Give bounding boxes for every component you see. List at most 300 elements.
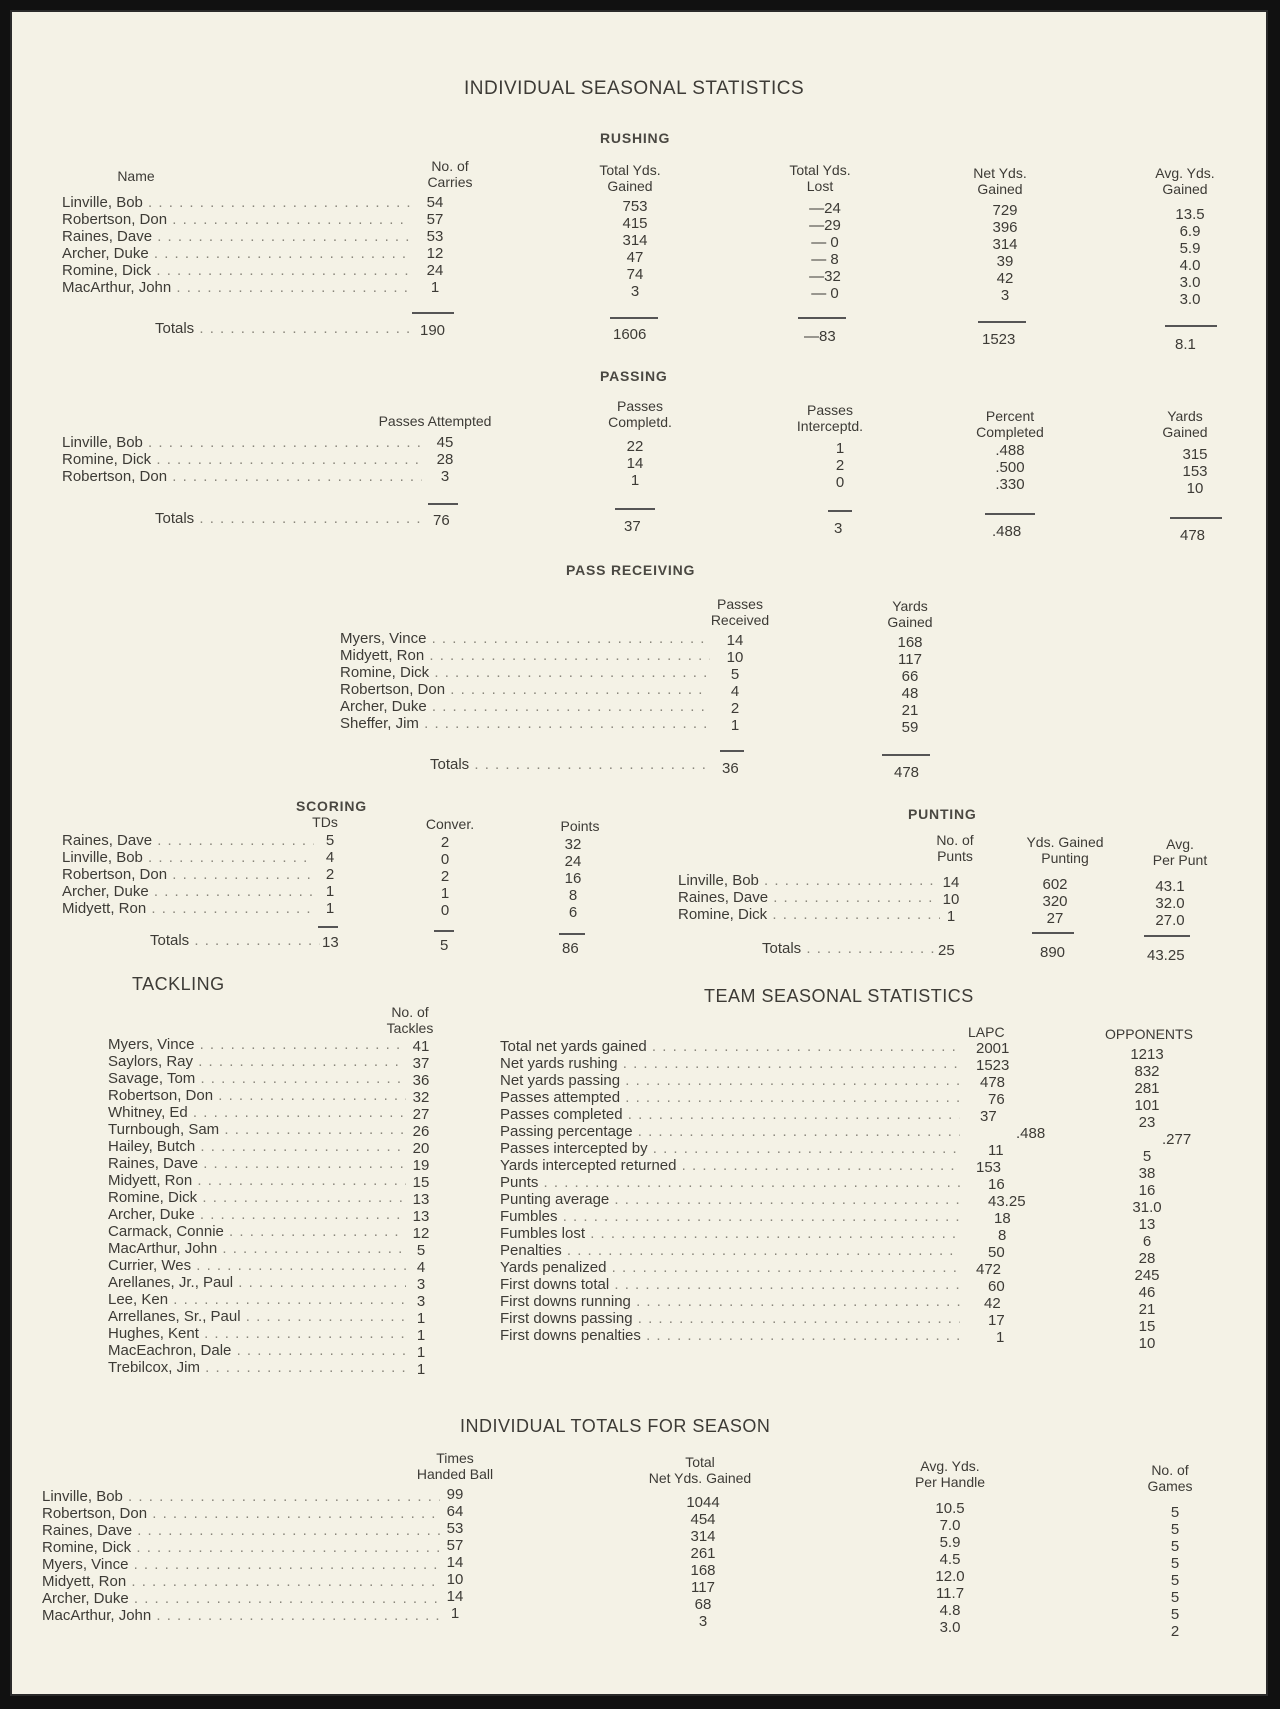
- player-name: Robertson, Don . . .: [340, 681, 710, 698]
- cell: 2: [1170, 1623, 1180, 1640]
- scoring-heading: SCORING: [296, 798, 367, 814]
- cell: 66: [901, 668, 919, 685]
- player-name: Linville, Bob . . .: [62, 194, 410, 211]
- player-name: Midyett, Ron . . .: [42, 1573, 440, 1590]
- cell: 5: [1170, 1606, 1180, 1623]
- stat-label: Passing percentage . . .: [500, 1123, 960, 1140]
- cell: 17: [988, 1312, 1005, 1329]
- rushing-header-name: Name: [117, 168, 155, 184]
- cell: 3.0: [1179, 274, 1201, 291]
- team-header-lapc: LAPC: [968, 1024, 1005, 1040]
- cell: 38: [1138, 1165, 1156, 1182]
- cell: 2: [440, 868, 450, 885]
- scoring-points-col: [558, 836, 588, 921]
- totals-header-handed: Times Handed Ball: [416, 1450, 494, 1482]
- rushing-totals-label: Totals . . .: [155, 320, 415, 337]
- passing-header-intercepted: Passes Interceptd.: [796, 402, 864, 434]
- rule: [610, 317, 658, 319]
- rushing-total-avg: 8.1: [1175, 336, 1196, 353]
- cell: 27.0: [1155, 912, 1185, 929]
- cell: 314: [690, 1528, 716, 1545]
- cell: 261: [690, 1545, 716, 1562]
- totals-header-games: No. of Games: [1147, 1462, 1193, 1494]
- player-name: Hughes, Kent . . .: [108, 1325, 406, 1342]
- player-name: Currier, Wes . . .: [108, 1257, 406, 1274]
- cell: 10: [446, 1571, 464, 1588]
- cell: 2: [730, 700, 740, 717]
- player-name: Linville, Bob . . .: [678, 872, 940, 889]
- cell: 14: [726, 632, 744, 649]
- stat-label: First downs total . . .: [500, 1276, 960, 1293]
- player-name: Romine, Dick . . .: [108, 1189, 406, 1206]
- cell: 168: [897, 634, 923, 651]
- punting-totals-label: Totals . . .: [762, 940, 937, 957]
- cell: 1213: [1130, 1046, 1164, 1063]
- cell: 21: [901, 702, 919, 719]
- stat-label: First downs passing . . .: [500, 1310, 960, 1327]
- rushing-total-gained: 1606: [613, 326, 647, 343]
- passing-header-percent: Percent Completed: [976, 408, 1044, 440]
- cell: 3: [416, 1293, 426, 1310]
- passing-attempted-col: [425, 434, 465, 485]
- cell: 5: [730, 666, 740, 683]
- cell: 48: [901, 685, 919, 702]
- cell: 3: [1000, 287, 1010, 304]
- player-name: Romine, Dick . . .: [42, 1539, 440, 1556]
- player-name: Linville, Bob . . .: [62, 849, 314, 866]
- scoring-total-points: 86: [562, 940, 579, 957]
- team-heading: TEAM SEASONAL STATISTICS: [704, 986, 974, 1006]
- totals-header-avg: Avg. Yds. Per Handle: [914, 1458, 986, 1490]
- cell: 168: [690, 1562, 716, 1579]
- passing-intercepted-col: [820, 440, 860, 491]
- cell: 1: [835, 440, 845, 457]
- receiving-total-received: 36: [722, 760, 739, 777]
- cell: 8: [568, 887, 578, 904]
- cell: 0: [440, 902, 450, 919]
- cell: 13.5: [1175, 206, 1205, 223]
- rushing-carries-col: [415, 194, 455, 296]
- rushing-heading: RUSHING: [600, 130, 671, 146]
- cell: 10: [1138, 1335, 1156, 1352]
- tackling-count-col: [406, 1038, 436, 1378]
- scoring-tds-col: [315, 832, 345, 917]
- punting-header-yds: Yds. Gained Punting: [1026, 834, 1104, 866]
- cell: 27: [1046, 910, 1064, 927]
- cell: 42: [996, 270, 1014, 287]
- tackling-names: [108, 1036, 406, 1376]
- punting-names: [678, 872, 940, 923]
- cell: 101: [1134, 1097, 1160, 1114]
- passing-total-intercepted: 3: [834, 520, 843, 537]
- cell: 2001: [976, 1040, 1010, 1057]
- cell: —32: [809, 268, 841, 285]
- player-name: MacEachron, Dale . . .: [108, 1342, 406, 1359]
- cell: 478: [980, 1074, 1006, 1091]
- receiving-names: [340, 630, 710, 732]
- passing-header-completed: Passes Completd.: [608, 398, 672, 430]
- player-name: Raines, Dave . . .: [108, 1155, 406, 1172]
- cell: 37: [980, 1108, 997, 1125]
- cell: 53: [426, 228, 444, 245]
- player-name: Robertson, Don . . .: [62, 866, 314, 883]
- rule: [828, 510, 852, 512]
- player-name: Myers, Vince . . .: [108, 1036, 406, 1053]
- cell: 20: [412, 1140, 430, 1157]
- cell: 31.0: [1132, 1199, 1162, 1216]
- rushing-net-col: [980, 202, 1030, 304]
- cell: 415: [622, 215, 648, 232]
- cell: 12: [426, 245, 444, 262]
- rushing-header-net: Net Yds. Gained: [973, 165, 1027, 197]
- cell: 10.5: [935, 1500, 965, 1517]
- totals-season-heading: INDIVIDUAL TOTALS FOR SEASON: [460, 1416, 771, 1436]
- cell: 32: [412, 1089, 430, 1106]
- cell: 5: [1170, 1572, 1180, 1589]
- scoring-totals-label: Totals . . .: [150, 932, 320, 949]
- cell: 43.1: [1155, 878, 1185, 895]
- player-name: Midyett, Ron . . .: [62, 900, 314, 917]
- rushing-total-lost: —83: [804, 328, 836, 345]
- stat-label: Passes attempted . . .: [500, 1089, 960, 1106]
- cell: 13: [412, 1208, 430, 1225]
- cell: 1: [416, 1327, 426, 1344]
- cell: 12.0: [935, 1568, 965, 1585]
- cell: — 0: [811, 234, 839, 251]
- cell: 14: [626, 455, 644, 472]
- punting-total-yds: 890: [1040, 944, 1066, 961]
- tackling-heading: TACKLING: [132, 974, 225, 994]
- cell: 22: [626, 438, 644, 455]
- player-name: Archer, Duke . . .: [42, 1590, 440, 1607]
- player-name: Romine, Dick . . .: [62, 262, 410, 279]
- player-name: Saylors, Ray . . .: [108, 1053, 406, 1070]
- cell: .488: [995, 442, 1025, 459]
- cell: 60: [988, 1278, 1005, 1295]
- punting-avg-col: [1145, 878, 1195, 929]
- team-labels: [500, 1038, 960, 1344]
- rushing-total-net: 1523: [982, 331, 1016, 348]
- rule: [1170, 517, 1222, 519]
- punting-punts-col: [936, 874, 966, 925]
- passing-total-completed: 37: [624, 518, 641, 535]
- cell: 4.5: [939, 1551, 961, 1568]
- receiving-received-col: [715, 632, 755, 734]
- cell: 3: [440, 468, 450, 485]
- cell: 1: [325, 883, 335, 900]
- player-name: Archer, Duke . . .: [62, 245, 410, 262]
- cell: 4.8: [939, 1602, 961, 1619]
- cell: 729: [992, 202, 1018, 219]
- player-name: Arrellanes, Sr., Paul . . .: [108, 1308, 406, 1325]
- player-name: MacArthur, John . . .: [62, 279, 410, 296]
- cell: 5: [325, 832, 335, 849]
- punting-header-punts: No. of Punts: [936, 832, 974, 864]
- cell: 19: [412, 1157, 430, 1174]
- cell: 7.0: [939, 1517, 961, 1534]
- stat-label: First downs penalties . . .: [500, 1327, 960, 1344]
- cell: 64: [446, 1503, 464, 1520]
- cell: 1: [440, 885, 450, 902]
- cell: 8: [998, 1227, 1007, 1244]
- cell: 0: [835, 474, 845, 491]
- cell: 396: [992, 219, 1018, 236]
- player-name: Robertson, Don . . .: [62, 211, 410, 228]
- player-name: Savage, Tom . . .: [108, 1070, 406, 1087]
- punting-heading: PUNTING: [908, 806, 977, 822]
- cell: 26: [412, 1123, 430, 1140]
- cell: 36: [412, 1072, 430, 1089]
- cell: 23: [1138, 1114, 1156, 1131]
- cell: .330: [995, 476, 1025, 493]
- cell: 3.0: [939, 1619, 961, 1636]
- cell: 13: [412, 1191, 430, 1208]
- cell: 13: [1138, 1216, 1156, 1233]
- stat-label: Punts . . .: [500, 1174, 960, 1191]
- cell: 0: [440, 851, 450, 868]
- yearbook-page: [10, 10, 1268, 1696]
- cell: 46: [1138, 1284, 1156, 1301]
- cell: 1: [730, 717, 740, 734]
- rushing-gained-col: [610, 198, 660, 300]
- cell: 3: [416, 1276, 426, 1293]
- rule: [798, 317, 846, 319]
- cell: 6: [568, 904, 578, 921]
- player-name: Robertson, Don . . .: [42, 1505, 440, 1522]
- cell: 76: [988, 1091, 1005, 1108]
- scoring-header-conver: Conver.: [425, 816, 475, 832]
- stat-label: Fumbles lost . . .: [500, 1225, 960, 1242]
- punting-total-punts: 25: [938, 942, 955, 959]
- stat-label: Net yards rushing . . .: [500, 1055, 960, 1072]
- player-name: Romine, Dick . . .: [340, 664, 710, 681]
- cell: 153: [1182, 463, 1208, 480]
- stat-label: Penalties . . .: [500, 1242, 960, 1259]
- rushing-names: [62, 194, 410, 296]
- player-name: Romine, Dick . . .: [678, 906, 940, 923]
- cell: 99: [446, 1486, 464, 1503]
- stat-label: First downs running . . .: [500, 1293, 960, 1310]
- passing-completed-col: [615, 438, 655, 489]
- player-name: Midyett, Ron . . .: [108, 1172, 406, 1189]
- player-name: MacArthur, John . . .: [42, 1607, 440, 1624]
- cell: 42: [984, 1295, 1001, 1312]
- passing-percent-col: [985, 442, 1035, 493]
- scoring-header-points: Points: [560, 818, 600, 834]
- player-name: Hailey, Butch . . .: [108, 1138, 406, 1155]
- cell: 2: [440, 834, 450, 851]
- player-name: Robertson, Don . . .: [108, 1087, 406, 1104]
- rule: [412, 312, 454, 314]
- passing-total-attempted: 76: [433, 512, 450, 529]
- cell: 314: [992, 236, 1018, 253]
- cell: 10: [726, 649, 744, 666]
- punting-total-avg: 43.25: [1147, 947, 1185, 964]
- cell: 5: [416, 1242, 426, 1259]
- player-name: Raines, Dave . . .: [678, 889, 940, 906]
- rule: [882, 754, 930, 756]
- cell: 57: [446, 1537, 464, 1554]
- passing-header-yards: Yards Gained: [1162, 408, 1208, 440]
- cell: 28: [436, 451, 454, 468]
- scoring-names: [62, 832, 314, 917]
- stat-label: Total net yards gained . . .: [500, 1038, 960, 1055]
- cell: 6: [1142, 1233, 1152, 1250]
- cell: 45: [436, 434, 454, 451]
- rule: [985, 513, 1035, 515]
- player-name: Raines, Dave . . .: [42, 1522, 440, 1539]
- cell: 18: [994, 1210, 1011, 1227]
- player-name: Turnbough, Sam . . .: [108, 1121, 406, 1138]
- cell: 1: [416, 1344, 426, 1361]
- cell: 117: [898, 651, 922, 668]
- player-name: Linville, Bob . . .: [62, 434, 422, 451]
- player-name: Arellanes, Jr., Paul . . .: [108, 1274, 406, 1291]
- player-name: Robertson, Don . . .: [62, 468, 422, 485]
- player-name: Linville, Bob . . .: [42, 1488, 440, 1505]
- cell: 54: [426, 194, 444, 211]
- cell: — 0: [811, 285, 839, 302]
- rule: [615, 508, 655, 510]
- cell: .277: [1162, 1131, 1192, 1148]
- passing-header-attempted: Passes Attempted: [378, 413, 492, 429]
- rushing-avg-col: [1165, 206, 1215, 308]
- cell: 39: [996, 253, 1014, 270]
- receiving-yards-col: [890, 634, 930, 736]
- receiving-header-received: Passes Received: [710, 596, 770, 628]
- cell: 10: [942, 891, 960, 908]
- cell: 1: [996, 1329, 1005, 1346]
- cell: 14: [446, 1554, 464, 1571]
- player-name: Archer, Duke . . .: [340, 698, 710, 715]
- cell: 1: [946, 908, 956, 925]
- rule: [978, 321, 1026, 323]
- cell: 4: [325, 849, 335, 866]
- team-header-opponents: OPPONENTS: [1105, 1026, 1193, 1042]
- stat-label: Passes intercepted by . . .: [500, 1140, 960, 1157]
- cell: 6.9: [1179, 223, 1201, 240]
- cell: —29: [809, 217, 841, 234]
- totals-net-col: [678, 1494, 728, 1630]
- cell: 24: [564, 853, 582, 870]
- cell: 3: [630, 283, 640, 300]
- cell: 14: [942, 874, 960, 891]
- punting-yds-col: [1035, 876, 1075, 927]
- rushing-header-carries: No. of Carries: [427, 158, 473, 190]
- cell: 320: [1042, 893, 1068, 910]
- passing-totals-label: Totals . . .: [155, 510, 425, 527]
- cell: 4: [416, 1259, 426, 1276]
- player-name: Trebilcox, Jim . . .: [108, 1359, 406, 1376]
- tackling-header: No. of Tackles: [386, 1004, 434, 1036]
- cell: 59: [901, 719, 919, 736]
- team-lapc-col: [976, 1040, 1046, 1346]
- cell: 15: [1138, 1318, 1156, 1335]
- cell: 1: [325, 900, 335, 917]
- cell: 37: [412, 1055, 430, 1072]
- rule: [559, 933, 585, 935]
- cell: 57: [426, 211, 444, 228]
- stat-label: Fumbles . . .: [500, 1208, 960, 1225]
- punting-header-avg: Avg. Per Punt: [1152, 836, 1208, 868]
- rule: [1165, 325, 1217, 327]
- player-name: Midyett, Ron . . .: [340, 647, 710, 664]
- cell: 53: [446, 1520, 464, 1537]
- totals-handed-col: [440, 1486, 470, 1622]
- scoring-total-conver: 5: [440, 937, 449, 954]
- player-name: Archer, Duke . . .: [108, 1206, 406, 1223]
- cell: 50: [988, 1244, 1005, 1261]
- cell: 315: [1182, 446, 1208, 463]
- cell: 5.9: [939, 1534, 961, 1551]
- cell: 753: [622, 198, 648, 215]
- receiving-heading: PASS RECEIVING: [566, 562, 696, 578]
- cell: 16: [988, 1176, 1005, 1193]
- totals-season-names: [42, 1488, 440, 1624]
- rule: [1032, 932, 1074, 934]
- cell: 5: [1170, 1538, 1180, 1555]
- cell: 1523: [976, 1057, 1010, 1074]
- passing-total-percent: .488: [992, 523, 1022, 540]
- rushing-lost-col: [800, 200, 850, 302]
- cell: 454: [690, 1511, 716, 1528]
- cell: 2: [325, 866, 335, 883]
- player-name: Romine, Dick . . .: [62, 451, 422, 468]
- cell: 32.0: [1155, 895, 1185, 912]
- cell: 28: [1138, 1250, 1156, 1267]
- cell: .500: [995, 459, 1025, 476]
- cell: 41: [412, 1038, 430, 1055]
- cell: 314: [622, 232, 648, 249]
- cell: 43.25: [988, 1193, 1026, 1210]
- rule: [1144, 935, 1190, 937]
- rushing-header-lost: Total Yds. Lost: [789, 162, 851, 194]
- player-name: Sheffer, Jim . . .: [340, 715, 710, 732]
- cell: 21: [1138, 1301, 1156, 1318]
- totals-avg-col: [925, 1500, 975, 1636]
- cell: 117: [691, 1579, 715, 1596]
- cell: 472: [976, 1261, 1002, 1278]
- cell: 16: [1138, 1182, 1156, 1199]
- cell: 5: [1142, 1148, 1152, 1165]
- player-name: Raines, Dave . . .: [62, 228, 410, 245]
- passing-heading: PASSING: [600, 368, 668, 384]
- cell: .488: [1016, 1125, 1046, 1142]
- scoring-header-tds: TDs: [312, 814, 338, 830]
- player-name: Myers, Vince . . .: [42, 1556, 440, 1573]
- receiving-header-yards: Yards Gained: [887, 598, 933, 630]
- cell: — 8: [811, 251, 839, 268]
- rule: [428, 503, 458, 505]
- player-name: Myers, Vince . . .: [340, 630, 710, 647]
- player-name: Archer, Duke . . .: [62, 883, 314, 900]
- cell: 68: [694, 1596, 712, 1613]
- cell: 47: [626, 249, 644, 266]
- stat-label: Passes completed . . .: [500, 1106, 960, 1123]
- cell: 1: [416, 1310, 426, 1327]
- cell: 1: [416, 1361, 426, 1378]
- cell: 602: [1042, 876, 1068, 893]
- cell: —24: [809, 200, 841, 217]
- cell: 1: [450, 1605, 460, 1622]
- stat-label: Net yards passing . . .: [500, 1072, 960, 1089]
- rushing-header-gained: Total Yds. Gained: [599, 162, 661, 194]
- totals-header-net: Total Net Yds. Gained: [648, 1454, 752, 1486]
- cell: 5: [1170, 1589, 1180, 1606]
- cell: 15: [412, 1174, 430, 1191]
- receiving-totals-label: Totals . . .: [430, 756, 710, 773]
- stat-label: Punting average . . .: [500, 1191, 960, 1208]
